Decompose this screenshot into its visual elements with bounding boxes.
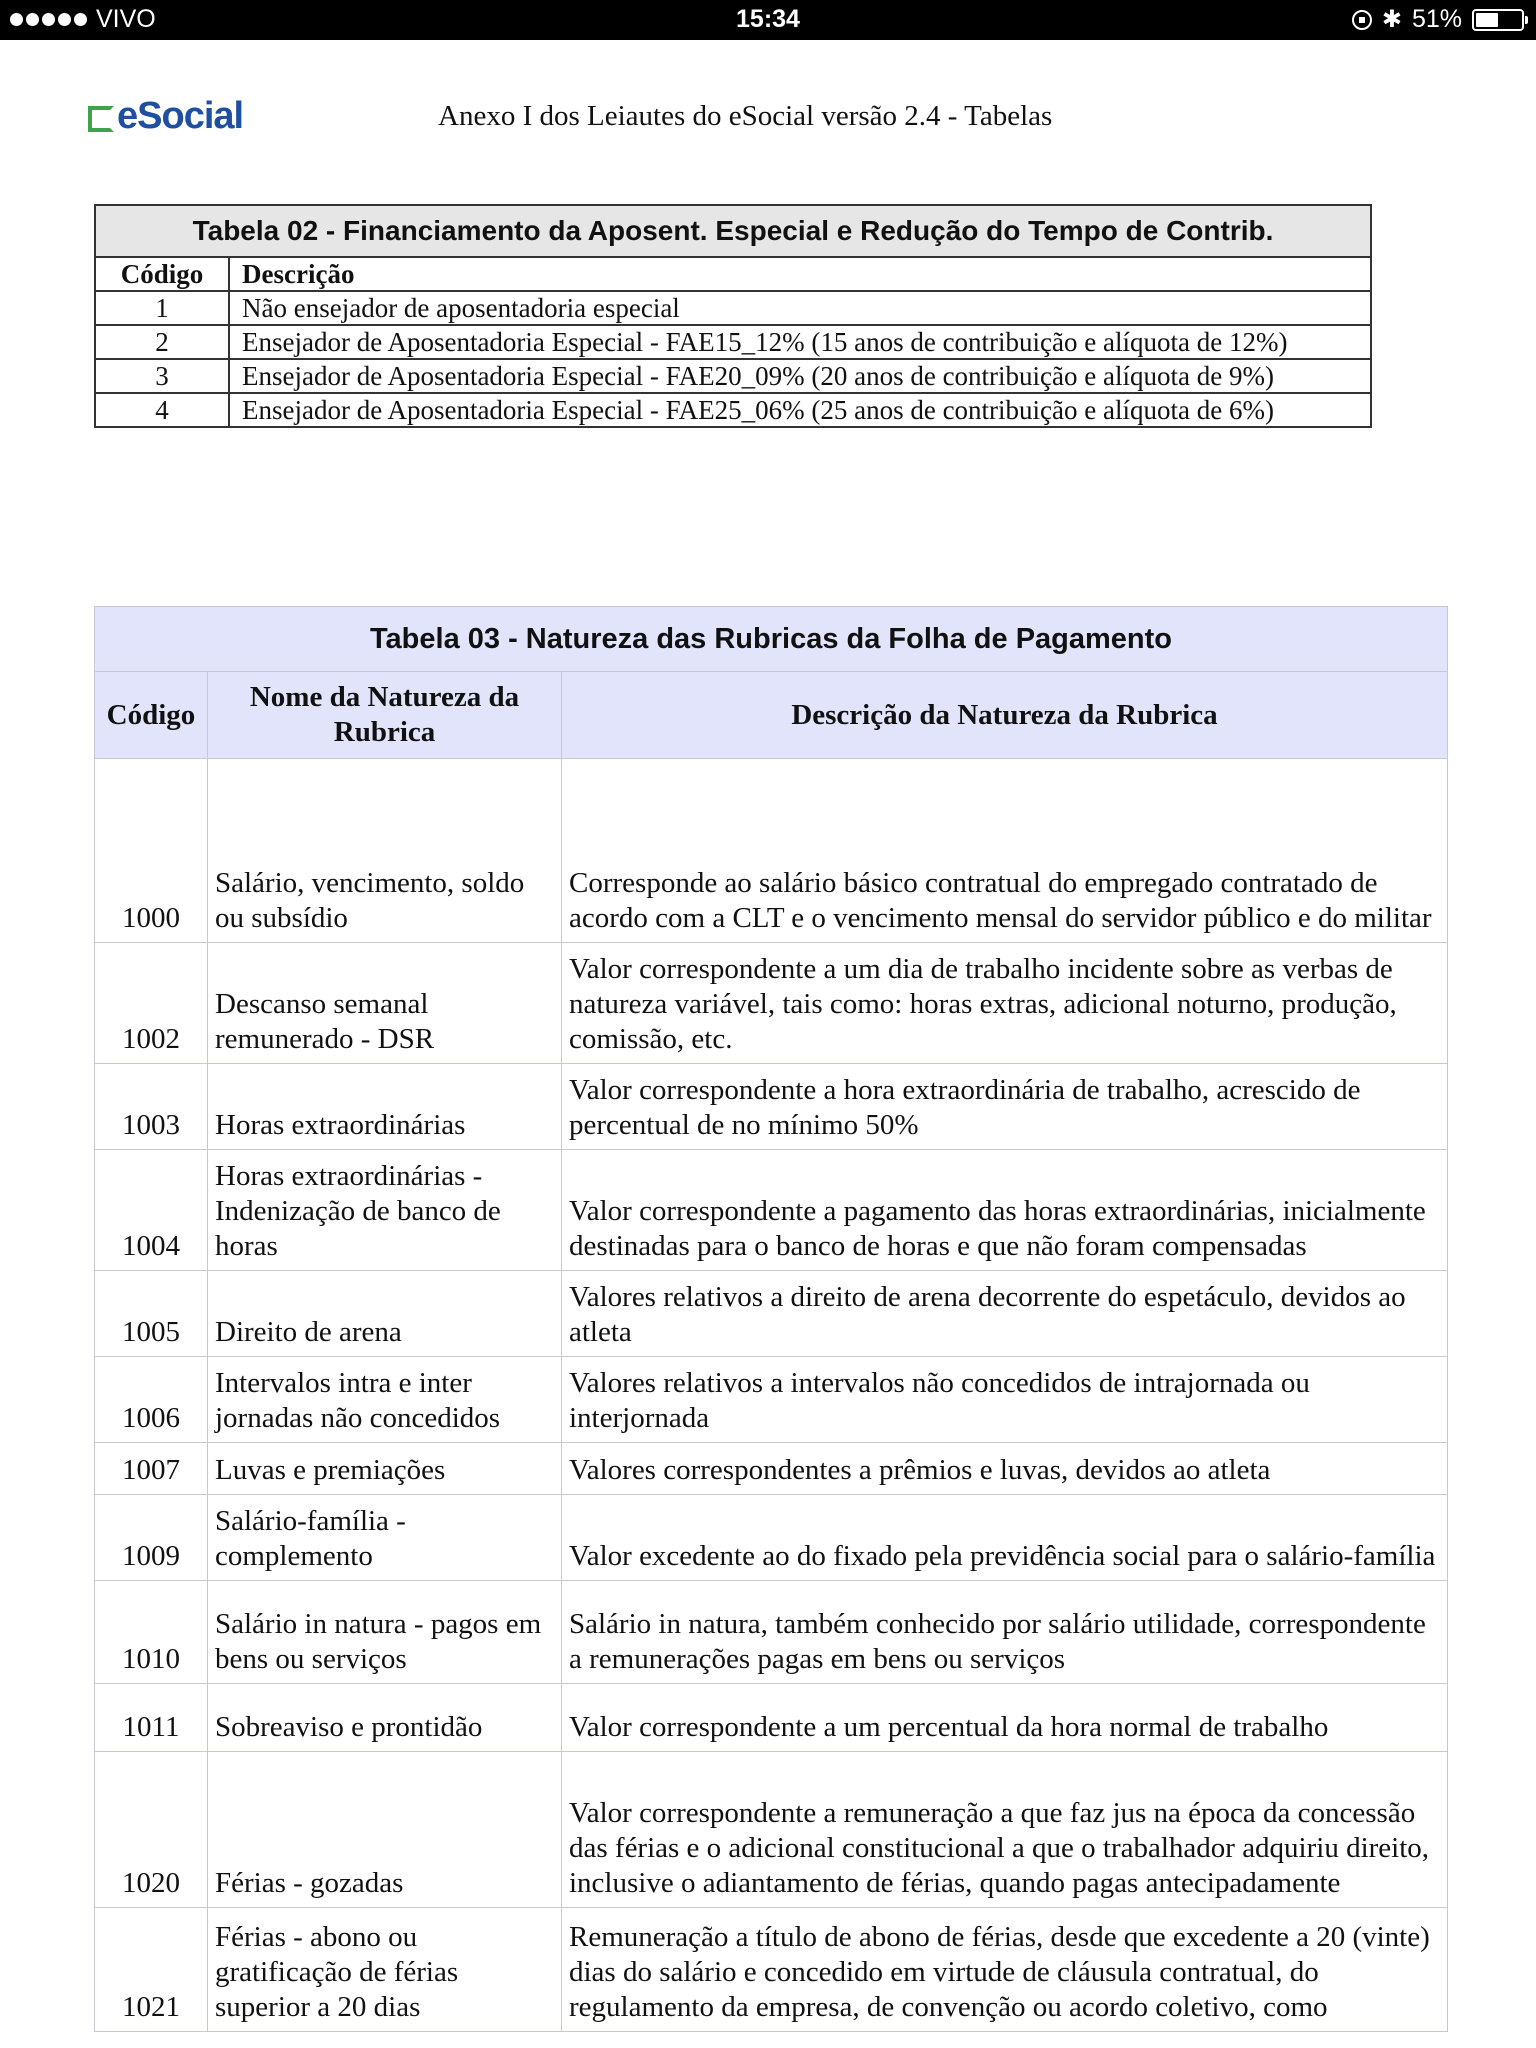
table-02-header-desc: Descrição (229, 257, 1371, 291)
battery-icon (1472, 9, 1524, 31)
table-row (95, 325, 1371, 359)
row-description: Ensejador de Aposentadoria Especial - FAE25_06% (25 anos de contribuição e alíquota de 6%) (229, 393, 1371, 427)
row-name: Descanso semanal remunerado - DSR (208, 943, 562, 1064)
row-code: 1002 (95, 943, 208, 1064)
row-code: 4 (95, 393, 229, 427)
row-code: 1010 (95, 1581, 208, 1684)
row-code: 1021 (95, 1908, 208, 2032)
table-row (95, 1581, 1448, 1684)
table-row (95, 1495, 1448, 1581)
esocial-logo (88, 95, 243, 138)
table-03 (94, 606, 1448, 2032)
row-code: 1000 (95, 759, 208, 943)
table-row (95, 1752, 1448, 1908)
row-name: Férias - gozadas (208, 1752, 562, 1908)
row-code: 1007 (95, 1443, 208, 1495)
table-row (95, 759, 1448, 943)
row-code: 1005 (95, 1271, 208, 1357)
battery-fill (1476, 13, 1498, 27)
table-row (95, 291, 1371, 325)
carrier-label: VIVO (96, 5, 156, 33)
row-name: Intervalos intra e inter jornadas não concedidos (208, 1357, 562, 1443)
row-name: Horas extraordinárias (208, 1064, 562, 1150)
row-name: Luvas e premiações (208, 1443, 562, 1495)
row-description: Ensejador de Aposentadoria Especial - FAE15_12% (15 anos de contribuição e alíquota de 12%) (229, 325, 1371, 359)
row-code: 1011 (95, 1684, 208, 1752)
battery-percent: 51% (1411, 5, 1462, 33)
row-name: Salário-família - complemento (208, 1495, 562, 1581)
status-right (1352, 5, 1524, 34)
clock: 15:34 (736, 5, 800, 33)
row-description: Valor correspondente a um percentual da hora normal de trabalho (562, 1684, 1448, 1752)
row-description: Valor correspondente a remuneração a que faz jus na época da concessão das férias e o adicional constitucional a que o trabalhador adquiriu direito, inclusive o adiantamento de férias, quando pagas antecipadamente (562, 1752, 1448, 1908)
row-name: Salário, vencimento, soldo ou subsídio (208, 759, 562, 943)
row-name: Horas extraordinárias - Indenização de banco de horas (208, 1150, 562, 1271)
table-02-body (95, 291, 1371, 427)
row-description: Valores relativos a direito de arena decorrente do espetáculo, devidos ao atleta (562, 1271, 1448, 1357)
table-row (95, 393, 1371, 427)
row-description: Não ensejador de aposentadoria especial (229, 291, 1371, 325)
table-row (95, 1443, 1448, 1495)
table-row (95, 1684, 1448, 1752)
logo-mark-icon (88, 106, 114, 132)
row-description: Valor excedente ao do fixado pela previdência social para o salário-família (562, 1495, 1448, 1581)
row-code: 1006 (95, 1357, 208, 1443)
table-03-header-desc: Descrição da Natureza da Rubrica (562, 672, 1448, 759)
table-row (95, 1150, 1448, 1271)
row-name: Férias - abono ou gratificação de férias superior a 20 dias (208, 1908, 562, 2032)
table-row (95, 943, 1448, 1064)
row-code: 1020 (95, 1752, 208, 1908)
row-name: Direito de arena (208, 1271, 562, 1357)
document-title: Anexo I dos Leiautes do eSocial versão 2.4 - Tabelas (438, 100, 1053, 132)
row-description: Salário in natura, também conhecido por salário utilidade, correspondente a remunerações pagas em bens ou serviços (562, 1581, 1448, 1684)
row-description: Valor correspondente a hora extraordinária de trabalho, acrescido de percentual de no mínimo 50% (562, 1064, 1448, 1150)
table-02 (94, 204, 1372, 428)
row-description: Valores correspondentes a prêmios e luvas, devidos ao atleta (562, 1443, 1448, 1495)
table-row (95, 1357, 1448, 1443)
table-row (95, 1271, 1448, 1357)
row-code: 3 (95, 359, 229, 393)
table-row (95, 1908, 1448, 2032)
table-row (95, 359, 1371, 393)
row-code: 1 (95, 291, 229, 325)
table-03-caption: Tabela 03 - Natureza das Rubricas da Folha de Pagamento (95, 607, 1448, 672)
row-description: Valores relativos a intervalos não concedidos de intrajornada ou interjornada (562, 1357, 1448, 1443)
row-code: 2 (95, 325, 229, 359)
table-02-header-code: Código (95, 257, 229, 291)
row-code: 1004 (95, 1150, 208, 1271)
table-02-caption: Tabela 02 - Financiamento da Aposent. Especial e Redução do Tempo de Contrib. (95, 205, 1371, 257)
row-description: Ensejador de Aposentadoria Especial - FAE20_09% (20 anos de contribuição e alíquota de 9%) (229, 359, 1371, 393)
table-row (95, 1064, 1448, 1150)
row-description: Valor correspondente a pagamento das horas extraordinárias, inicialmente destinadas para o banco de horas e que não foram compensadas (562, 1150, 1448, 1271)
logo-text: eSocial (117, 95, 244, 137)
row-name: Salário in natura - pagos em bens ou serviços (208, 1581, 562, 1684)
row-description: Corresponde ao salário básico contratual do empregado contratado de acordo com a CLT e o vencimento mensal do servidor público e do militar (562, 759, 1448, 943)
status-bar (0, 0, 1536, 40)
bluetooth-icon: ✱ (1381, 6, 1402, 33)
row-description: Remuneração a título de abono de férias, desde que excedente a 20 (vinte) dias do salário e concedido em virtude de cláusula contratual, do regulamento da empresa, de convenção ou acordo coletivo, como (562, 1908, 1448, 2032)
row-description: Valor correspondente a um dia de trabalho incidente sobre as verbas de natureza variável, tais como: horas extras, adicional noturno, produção, comissão, etc. (562, 943, 1448, 1064)
row-name: Sobreaviso e prontidão (208, 1684, 562, 1752)
row-code: 1003 (95, 1064, 208, 1150)
table-03-header-code: Código (95, 672, 208, 759)
orientation-lock-icon (1352, 10, 1372, 30)
table-03-header-name: Nome da Natureza da Rubrica (208, 672, 562, 759)
row-code: 1009 (95, 1495, 208, 1581)
table-03-body (95, 759, 1448, 2032)
